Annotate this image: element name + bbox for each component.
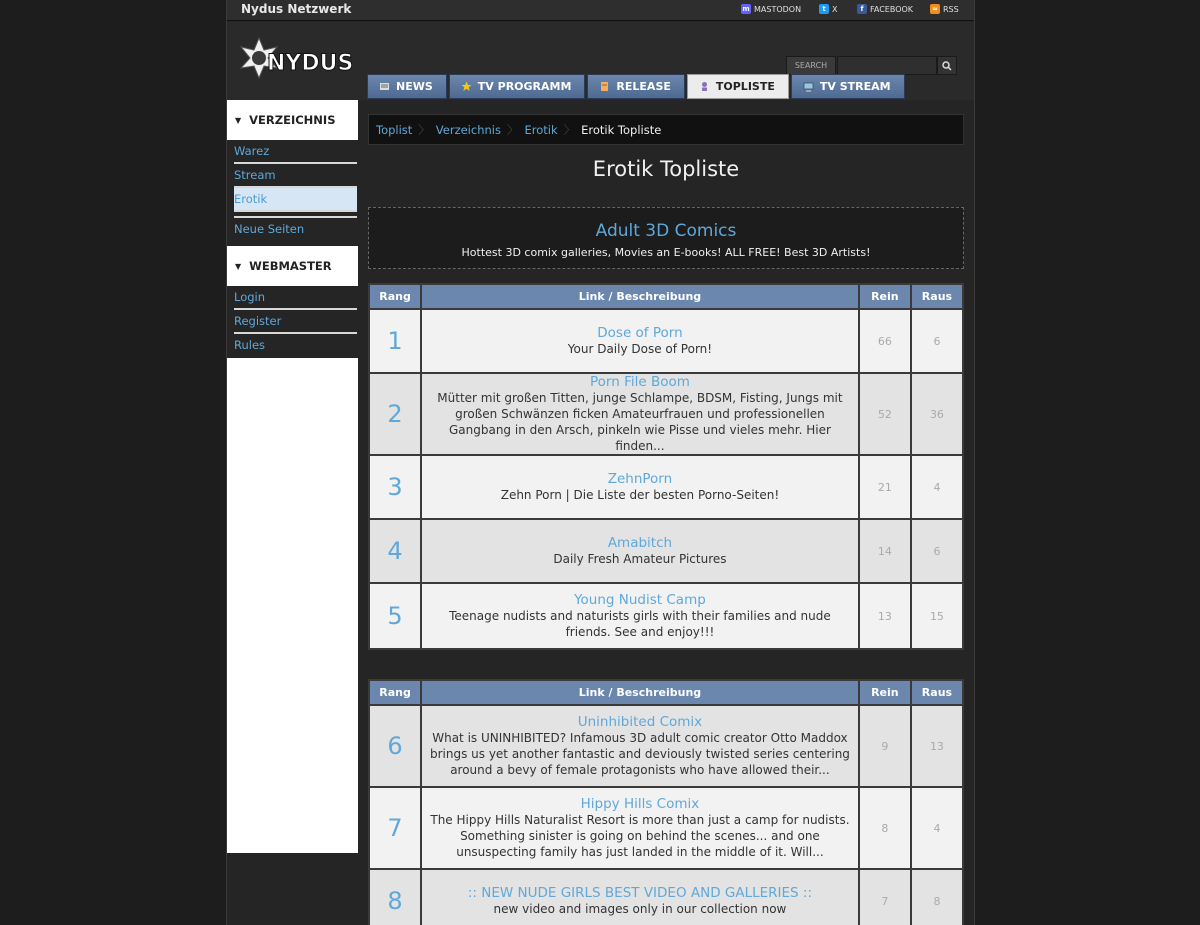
- nydus-logo-icon: [237, 34, 352, 94]
- verzeichnis-header[interactable]: ▼ VERZEICHNIS: [227, 100, 358, 140]
- sidebar-item-login[interactable]: Login: [234, 286, 357, 310]
- tab-topliste[interactable]: TOPLISTE: [687, 74, 789, 99]
- table-row: [370, 456, 962, 518]
- hits-out: 4: [912, 456, 962, 518]
- verzeichnis-list: [227, 140, 358, 246]
- site-link[interactable]: Dose of Porn: [597, 325, 683, 341]
- hits-out: 6: [912, 310, 962, 372]
- site-cell: [422, 520, 858, 582]
- site-link[interactable]: Hippy Hills Comix: [580, 796, 700, 812]
- tab-tv-stream[interactable]: TV STREAM: [791, 74, 905, 99]
- star-icon: [461, 81, 472, 92]
- hits-in: 9: [860, 706, 910, 786]
- webmaster-header[interactable]: ▼ WEBMASTER: [227, 246, 358, 286]
- site-cell: [422, 374, 858, 454]
- site-link[interactable]: Young Nudist Camp: [574, 592, 706, 608]
- rank-number: 1: [370, 310, 420, 372]
- twitter-icon: t: [819, 4, 829, 14]
- site-description: Zehn Porn | Die Liste der besten Porno-Seiten!: [500, 488, 780, 502]
- breadcrumb-separator-icon: 〉: [418, 122, 430, 137]
- sidebar-item-warez[interactable]: Warez: [234, 140, 357, 164]
- site-description: What is UNINHIBITED? Infamous 3D adult comic creator Otto Maddox brings us yet another fantastic and deviously twisted series centering around a bevy of female protagonists who have allowed their...: [429, 731, 850, 777]
- page-title: Erotik Topliste: [592, 157, 740, 181]
- caret-down-icon: ▼: [235, 261, 242, 271]
- top-bar: [227, 0, 974, 21]
- rss-link[interactable]: ≈ RSS: [930, 4, 959, 14]
- hits-out: 36: [912, 374, 962, 454]
- tv-icon: [803, 81, 814, 92]
- sidebar: [227, 100, 358, 853]
- table-row: [370, 706, 962, 786]
- mastodon-link[interactable]: m MASTODON: [742, 4, 802, 14]
- header-raus: Raus: [912, 681, 962, 704]
- site-description: The Hippy Hills Naturalist Resort is more than just a camp for nudists. Something sinister is going on behind the scenes... and one unsuspecting family has just landed in the middle of it. Will...: [430, 813, 850, 859]
- sidebar-item-rules[interactable]: Rules: [234, 338, 266, 352]
- facebook-link[interactable]: f FACEBOOK: [857, 4, 913, 14]
- hits-in: 13: [860, 584, 910, 648]
- site-logo[interactable]: [237, 34, 352, 94]
- site-cell: [422, 310, 858, 372]
- site-cell: [422, 788, 858, 868]
- sidebar-item-erotik[interactable]: Erotik: [234, 188, 357, 212]
- hits-in: 66: [860, 310, 910, 372]
- site-link[interactable]: Uninhibited Comix: [577, 714, 703, 730]
- header-rang: Rang: [370, 681, 420, 704]
- rank-number: 4: [370, 520, 420, 582]
- breadcrumb-current: Erotik Topliste: [581, 122, 662, 137]
- x-link[interactable]: t X: [819, 4, 837, 14]
- site-link[interactable]: :: NEW NUDE GIRLS BEST VIDEO AND GALLERIES ::: [467, 885, 813, 901]
- webmaster-list: [227, 286, 358, 358]
- table-row: [370, 584, 962, 648]
- hits-out: 6: [912, 520, 962, 582]
- table-row: [370, 788, 962, 868]
- table-row: [370, 870, 962, 925]
- hits-in: 21: [860, 456, 910, 518]
- tab-news[interactable]: NEWS: [367, 74, 447, 99]
- facebook-icon: f: [857, 4, 867, 14]
- site-cell: [422, 870, 858, 925]
- network-title[interactable]: Nydus Netzwerk: [241, 2, 352, 16]
- rank-number: 3: [370, 456, 420, 518]
- sidebar-item-stream[interactable]: Stream: [234, 164, 357, 188]
- promo-description: Hottest 3D comix galleries, Movies an E-books! ALL FREE! Best 3D Artists!: [461, 246, 871, 259]
- breadcrumb-separator-icon: 〉: [506, 122, 519, 137]
- search-icon: [942, 61, 952, 71]
- search-input[interactable]: [837, 56, 937, 75]
- main-content: [368, 114, 964, 925]
- site-cell: [422, 584, 858, 648]
- rank-number: 8: [370, 870, 420, 925]
- table-row: [370, 374, 962, 454]
- header-rang: Rang: [370, 285, 420, 308]
- header-link: Link / Beschreibung: [422, 681, 858, 704]
- breadcrumb-verzeichnis[interactable]: Verzeichnis: [435, 122, 501, 137]
- svg-text:NYDUS: NYDUS: [267, 51, 352, 76]
- hits-out: 8: [912, 870, 962, 925]
- breadcrumb-toplist[interactable]: Toplist: [376, 122, 413, 137]
- hits-in: 7: [860, 870, 910, 925]
- hits-in: 14: [860, 520, 910, 582]
- breadcrumb: [368, 114, 964, 145]
- site-cell: [422, 456, 858, 518]
- header-link: Link / Beschreibung: [422, 285, 858, 308]
- site-link[interactable]: ZehnPorn: [607, 471, 673, 487]
- site-description: new video and images only in our collection now: [493, 902, 787, 916]
- caret-down-icon: ▼: [235, 115, 242, 125]
- hits-in: 52: [860, 374, 910, 454]
- site-cell: [422, 706, 858, 786]
- hits-out: 15: [912, 584, 962, 648]
- rank-number: 5: [370, 584, 420, 648]
- site-description: Daily Fresh Amateur Pictures: [553, 552, 727, 566]
- table-row: [370, 310, 962, 372]
- rss-icon: ≈: [930, 4, 940, 14]
- sidebar-item-neue-seiten[interactable]: Neue Seiten: [234, 216, 357, 240]
- site-description: Your Daily Dose of Porn!: [567, 342, 713, 356]
- header-rein: Rein: [860, 285, 910, 308]
- breadcrumb-separator-icon: 〉: [563, 122, 576, 137]
- hits-out: 4: [912, 788, 962, 868]
- header-raus: Raus: [912, 285, 962, 308]
- table-row: [370, 520, 962, 582]
- release-icon: [599, 81, 610, 92]
- tab-release[interactable]: RELEASE: [587, 74, 684, 99]
- tab-tv-programm[interactable]: TV PROGRAMM: [449, 74, 586, 99]
- site-description: Mütter mit großen Titten, junge Schlampe, BDSM, Fisting, Jungs mit großen Schwänzen ficken Amateurfrauen und professionellen Gangbang in den Arsch, pinkeln wie Pisse und vieles mehr. Hier finden...: [437, 391, 843, 453]
- rank-number: 7: [370, 788, 420, 868]
- site-link[interactable]: Porn File Boom: [589, 374, 690, 390]
- promo-banner[interactable]: [368, 207, 964, 269]
- sidebar-item-register[interactable]: Register: [234, 310, 357, 334]
- trophy-icon: [699, 81, 710, 92]
- site-description: Teenage nudists and naturists girls with their families and nude friends. See and enjoy!!!: [449, 609, 831, 639]
- header-rein: Rein: [860, 681, 910, 704]
- rank-number: 2: [370, 374, 420, 454]
- mastodon-icon: m: [742, 5, 750, 13]
- search-button[interactable]: [937, 56, 957, 75]
- hits-out: 13: [912, 706, 962, 786]
- site-link[interactable]: Amabitch: [607, 535, 673, 551]
- rank-number: 6: [370, 706, 420, 786]
- news-icon: [379, 81, 390, 92]
- toplist-table: [368, 679, 964, 925]
- toplist-table: [368, 283, 964, 650]
- promo-title[interactable]: Adult 3D Comics: [595, 221, 737, 241]
- site-container: [226, 0, 975, 925]
- main-nav: [367, 74, 905, 99]
- breadcrumb-erotik[interactable]: Erotik: [524, 122, 558, 137]
- search-label: SEARCH: [786, 56, 836, 75]
- hits-in: 8: [860, 788, 910, 868]
